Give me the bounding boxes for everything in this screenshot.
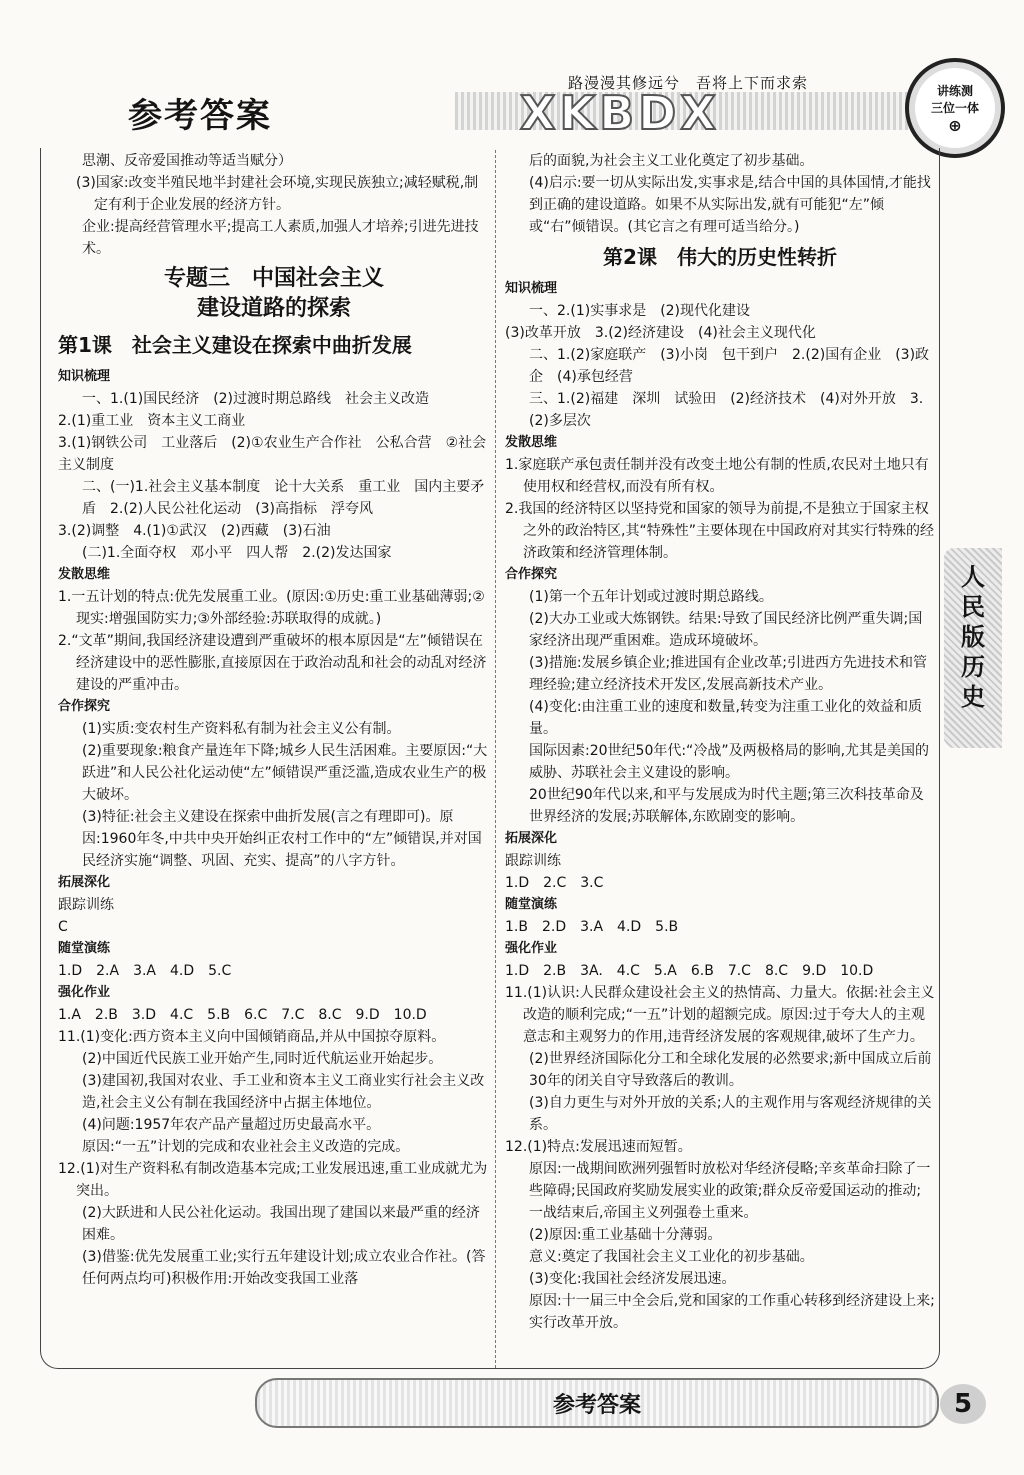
- text-line: 企业:提高经营管理水平;提高工人素质,加强人才培养;引进先进技术。: [82, 219, 479, 257]
- answer-line: 原因:十一届三中全会后,党和国家的工作重心转移到经济建设上来;实行改革开放。: [529, 1293, 935, 1331]
- answer-line: (3)自力更生与对外开放的关系;人的主观作用与客观经济规律的关系。: [529, 1095, 932, 1133]
- header-title: 参考答案: [128, 96, 272, 136]
- answer-line: 3.(1)钢铁公司 工业落后 (2)①农业生产合作社 公私合营 ②社会主义制度: [58, 435, 487, 473]
- answer-line: 2.(1)重工业 资本主义工商业: [58, 413, 246, 429]
- page-header: [0, 0, 1024, 150]
- answer-line: 1.B 2.D 3.A 4.D 5.B: [505, 919, 679, 935]
- badge-emblem-icon: ⊕: [948, 116, 962, 135]
- answer-line: 1.D 2.C 3.C: [505, 875, 604, 891]
- section-heading: 合作探究: [505, 567, 558, 582]
- footer-title: 参考答案: [552, 1393, 641, 1418]
- answer-line: 11.(1)变化:西方资本主义向中国倾销商品,并从中国掠夺原料。: [58, 1029, 446, 1045]
- answer-line: 原因:一战期间欧洲列强暂时放松对华经济侵略;辛亥革命扫除了一些障碍;民国政府奖励发展实业的政策;群众反帝爱国运动的推动;一战结束后,帝国主义列强卷土重来。: [529, 1161, 931, 1221]
- lesson-title: 第2课 伟大的历史性转折: [603, 245, 837, 269]
- answer-line: (4)问题:1957年农产品产量超过历史最高水平。: [82, 1117, 381, 1133]
- answer-line: 20世纪90年代以来,和平与发展成为时代主题;第三次科技革命及世界经济的发展;苏联解体,东欧剧变的影响。: [529, 787, 924, 825]
- side-tab-char: 人: [961, 563, 985, 591]
- text-line: 思潮、反帝爱国推动等适当赋分）: [82, 153, 292, 169]
- answer-line: (二)1.全面夺权 邓小平 四人帮 2.(2)发达国家: [82, 545, 392, 561]
- answer-line: 3.(2)调整 4.(1)①武汉 (2)西藏 (3)石油: [58, 523, 331, 539]
- answer-line: 二、(一)1.社会主义基本制度 论十大关系 重工业 国内主要矛盾 2.(2)人民公社化运动 (3)高指标 浮夸风: [82, 479, 485, 517]
- badge-line: 三位一体: [930, 101, 979, 115]
- answer-line: (2)重要现象:粮食产量连年下降;城乡人民生活困难。主要原因:“大跃进”和人民公社化运动使“左”倾错误严重泛滥,造成农业生产的极大破坏。: [82, 743, 488, 803]
- header-motto: 路漫漫其修远兮 吾将上下而求索: [568, 74, 809, 92]
- topic-title-line: 专题三 中国社会主义: [163, 266, 384, 291]
- answer-line: 二、1.(2)家庭联产 (3)小岗 包干到户 2.(2)国有企业 (3)政企 (4)承包经营: [529, 347, 930, 385]
- text-line: (3)国家:改变半殖民地半封建社会环境,实现民族独立;减轻赋税,制定有利于企业发展的经济方针。: [76, 175, 479, 213]
- section-heading: 知识梳理: [505, 281, 558, 296]
- answer-line: (3)建国初,我国对农业、手工业和资本主义工商业实行社会主义改造,社会主义公有制在我国经济中占据主体地位。: [82, 1073, 485, 1111]
- series-badge: [905, 58, 1005, 158]
- answer-line: C: [58, 919, 68, 935]
- edition-side-tab: [944, 548, 1002, 748]
- answer-line: 1.D 2.A 3.A 4.D 5.C: [58, 963, 232, 979]
- answer-line: 1.家庭联产承包责任制并没有改变土地公有制的性质,农民对土地只有使用权和经营权,而没有所有权。: [505, 457, 929, 495]
- answer-line: (2)大跃进和人民公社化运动。我国出现了建国以来最严重的经济困难。: [82, 1205, 480, 1243]
- answer-line: 原因:“一五”计划的完成和农业社会主义改造的完成。: [82, 1139, 410, 1155]
- answer-line: 2.我国的经济特区以坚持党和国家的领导为前提,不是独立于国家主权之外的政治特区,其“特殊性”主要体现在中国政府对其实行特殊的经济政策和经济管理体制。: [505, 501, 934, 561]
- column-divider: [495, 150, 496, 1368]
- side-tab-char: 民: [961, 593, 985, 621]
- section-heading: 随堂演练: [58, 941, 111, 956]
- section-heading: 知识梳理: [58, 369, 111, 384]
- lesson-title: 第1课 社会主义建设在探索中曲折发展: [58, 333, 412, 357]
- brand-logo: XKBDX: [520, 86, 720, 140]
- answer-line: 三、1.(2)福建 深圳 试验田 (2)经济技术 (4)对外开放 3.(2)多层次: [529, 391, 924, 429]
- badge-line: 讲练测: [936, 84, 973, 98]
- section-heading: 合作探究: [58, 699, 111, 714]
- topic-title-line: 建设道路的探索: [196, 296, 351, 321]
- side-tab-char: 史: [961, 683, 985, 711]
- side-tab-char: 历: [961, 653, 985, 681]
- section-heading: 发散思维: [505, 435, 558, 450]
- answer-line: (3)措施:发展乡镇企业;推进国有企业改革;引进西方先进技术和管理经验;建立经济技术开发区,发展高新技术产业。: [529, 655, 927, 693]
- section-heading: 发散思维: [58, 567, 111, 582]
- section-heading: 拓展深化: [505, 831, 558, 846]
- answer-line: 一、2.(1)实事求是 (2)现代化建设: [529, 303, 751, 319]
- answer-line: 意义:奠定了我国社会主义工业化的初步基础。: [529, 1249, 814, 1265]
- topic-title: [58, 264, 490, 324]
- side-tab-char: 版: [961, 623, 985, 651]
- answer-line: (2)世界经济国际化分工和全球化发展的必然要求;新中国成立后前30年的闭关自守导致落后的教训。: [529, 1051, 932, 1089]
- subsection-heading: 跟踪训练: [58, 897, 114, 913]
- section-heading: 强化作业: [505, 941, 558, 956]
- answer-line: (3)借鉴:优先发展重工业;实行五年建设计划;成立农业合作社。(答任何两点均可)积极作用:开始改变我国工业落: [82, 1249, 486, 1287]
- answer-line: 12.(1)对生产资料私有制改造基本完成;工业发展迅速,重工业成就尤为突出。: [58, 1161, 488, 1199]
- right-column: [505, 150, 935, 1334]
- answer-line: 2.“文革”期间,我国经济建设遭到严重破坏的根本原因是“左”倾错误在经济建设中的恶性膨胀,直接原因在于政治动乱和社会的动乱对经济建设的严重冲击。: [58, 633, 487, 693]
- subsection-heading: 跟踪训练: [505, 853, 561, 869]
- answer-line: 1.D 2.B 3A. 4.C 5.A 6.B 7.C 8.C 9.D 10.D: [505, 963, 874, 979]
- answer-line: 11.(1)认识:人民群众建设社会主义的热情高、力量大。依据:社会主义改造的顺利完成;“一五”计划的超额完成。原因:过于夸大人的主观意志和主观努力的作用,违背经济发展的客观规律,破坏了生产力。: [505, 985, 935, 1045]
- page-number: 5: [940, 1384, 986, 1424]
- answer-line: 12.(1)特点:发展迅速而短暂。: [505, 1139, 692, 1155]
- answer-line: 1.一五计划的特点:优先发展重工业。(原因:①历史:重工业基础薄弱;②现实:增强国防实力;③外部经验:苏联取得的成就。): [58, 589, 485, 627]
- section-heading: 拓展深化: [58, 875, 111, 890]
- answer-line: 1.A 2.B 3.D 4.C 5.B 6.C 7.C 8.C 9.D 10.D: [58, 1007, 427, 1023]
- answer-line: (1)实质:变农村生产资料私有制为社会主义公有制。: [82, 721, 401, 737]
- answer-line: 国际因素:20世纪50年代:“冷战”及两极格局的影响,尤其是美国的威胁、苏联社会主义建设的影响。: [529, 743, 930, 781]
- answer-line: (3)特征:社会主义建设在探索中曲折发展(言之有理即可)。原因:1960年冬,中共中央开始纠正农村工作中的“左”倾错误,并对国民经济实施“调整、巩固、充实、提高”的八字方针。: [82, 809, 482, 869]
- answer-line: (1)第一个五年计划或过渡时期总路线。: [529, 589, 773, 605]
- answer-line: (3)改革开放 3.(2)经济建设 (4)社会主义现代化: [505, 325, 816, 341]
- answer-line: (3)变化:我国社会经济发展迅速。: [529, 1271, 736, 1287]
- left-column: [58, 150, 490, 1290]
- answer-line: (2)中国近代民族工业开始产生,同时近代航运业开始起步。: [82, 1051, 443, 1067]
- section-heading: 随堂演练: [505, 897, 558, 912]
- text-line: (4)启示:要一切从实际出发,实事求是,结合中国的具体国情,才能找到正确的建设道路。如果不从实际出发,就有可能犯“左”倾或“右”倾错误。(其它言之有理可适当给分。): [529, 175, 931, 235]
- answer-line: 一、1.(1)国民经济 (2)过渡时期总路线 社会主义改造: [82, 391, 430, 407]
- answer-line: (2)原因:重工业基础十分薄弱。: [529, 1227, 722, 1243]
- section-heading: 强化作业: [58, 985, 111, 1000]
- page-footer: [255, 1378, 939, 1428]
- answer-line: (2)大办工业或大炼钢铁。结果:导致了国民经济比例严重失调;国家经济出现严重困难。造成环境破坏。: [529, 611, 923, 649]
- text-line: 后的面貌,为社会主义工业化奠定了初步基础。: [529, 153, 814, 169]
- answer-line: (4)变化:由注重工业的速度和数量,转变为注重工业化的效益和质量。: [529, 699, 922, 737]
